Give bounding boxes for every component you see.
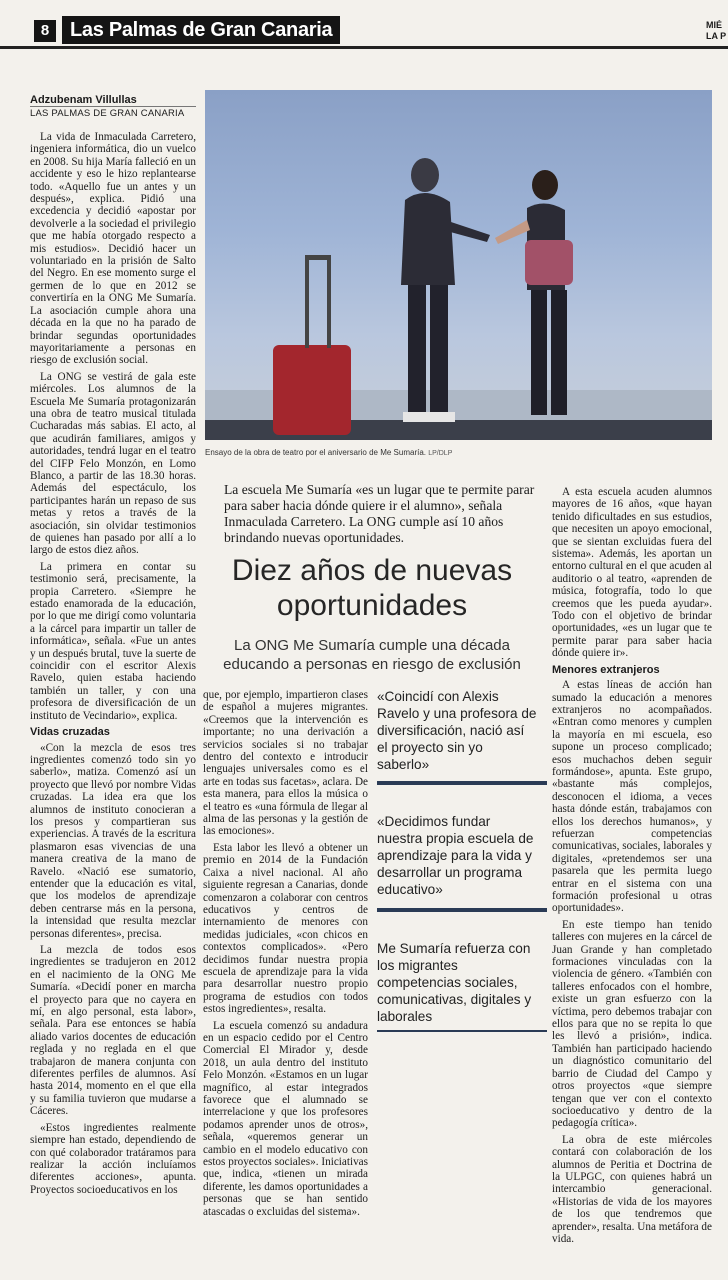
caption-text: Ensayo de la obra de teatro por el aniversario de Me Sumaría. [205, 448, 427, 457]
subheading-menores-extranjeros: Menores extranjeros [552, 663, 660, 676]
article-lead: La escuela Me Sumaría «es un lugar que te permite parar para saber hacia dónde quiere ir el alumno», señala Inmaculada Carretero. La ONG cumple así 10 años brindando nuevas oportunidades. [224, 482, 535, 545]
paragraph: La vida de Inmaculada Carretero, ingeniera informática, dio un vuelco en 2008. Su hija María falleció en un accidente y eso le hizo replantearse todo. «Aquello fue un antes y un después», explica. Pidió una excedencia y decidió «apostar por devolverle a la sociedad el privilegio que me había otorgado respecto a mis estudios». Decidió hacer un voluntariado en la prisión de Salto del Negro. En ese momento surge el germen de lo que en 2012 se convertiría en la ONG Me Sumaría. La asociación cumple ahora una década en la que no ha parado de brindar segundas oportunidades mayoritariamente a personas en riesgo de exclusión social. [30, 131, 196, 367]
paragraph: A estas líneas de acción han sumado la educación a menores extranjeros no acompañados. «Entran como menores y cumplen la mayoría en mi escuela, eso supone un proceso complicado; esos muchachos deben seguir formándose», apunta. Este grupo, «bastante más complejos, desconocen el idioma, a veces hasta dónde están, trabajamos con ellos los derechos humanos», y refuerzan competencias comunicativas, sociales, laborales y digitales, «pretendemos ser una pasarela que les permita luego entrar en el sistema con una formación profesional u otras oportunidades». [552, 679, 712, 915]
paragraph: «Con la mezcla de esos tres ingredientes comenzó todo sin yo saberlo», matiza. Comenzó así un proyecto que llevó por nombre Vidas cruzadas. La idea era que los alumnos de instituto conocieran a los presos y compartieran sus experiencias. A través de la escritura plasmaron esas vivencias de una manera creativa de la mano de Ravelo. «Nació ese sumatorio, entender que la educación es vital, que los modelos de aprendizaje deben centrarse más en la persona, la intensidad que resulta mezclar personas diferentes», precisa. [30, 741, 196, 940]
paragraph: La primera en contar su testimonio será, precisamente, la propia Carretero. «Siempre he estado enamorada de la educación, por lo que me dirigí como voluntaria a la cárcel para impartir un taller de informática», señala. «Fue un antes y un después brutal, tuve la suerte de coincidir con el escritor Alexis Ravelo, quien estaba haciendo también un taller, y con una profesora de diversificación de un instituto de Vecindario», explica. [30, 560, 196, 722]
pull-quote-2: «Decidimos fundar nuestra propia escuela de aprendizaje para la vida y desarrollar un programa educativo» [377, 814, 534, 897]
page-number: 8 [34, 20, 56, 42]
rehearsal-photo [205, 90, 712, 440]
subheadline: La ONG Me Sumaría cumple una década educando a personas en riesgo de exclusión [223, 637, 521, 673]
quote-divider-2 [377, 908, 547, 912]
headline: Diez años de nuevas oportunidades [231, 554, 513, 622]
paragraph: En este tiempo han tenido talleres con mujeres en la cárcel de Juan Grande y han completado formaciones vinculadas con la violencia de género. «También con talleres enfocados con el hombre, existe un gran esfuerzo con la víctima, pero debemos trabajar con ellos para que no se repita lo que les llevó a prisión», indica. También han participado haciendo un diagnóstico comunitario del barrio de Ciudad del Campo y otros proyectos «que siempre tengan que ver con el contexto socioeducativo y dentro de la pedagogía crítica». [552, 918, 712, 1130]
subheading-vidas-cruzadas: Vidas cruzadas [30, 726, 110, 739]
paragraph: La obra de este miércoles contará con colaboración de los alumnos de Peritia et Doctrina de la ULPGC, con quienes habrá un intercambio generacional. «Historias de vida de los mayores de los que tendremos que aprender», resalta. Una metáfora de vida. [552, 1133, 712, 1245]
paragraph: «Estos ingredientes realmente siempre han estado, dependiendo de con qué colaborador tratáramos para realizar la acción incluíamos diferentes acciones», apunta. Proyectos socioeducativos en los [30, 1121, 196, 1196]
pull-quote-3: Me Sumaría refuerza con los migrantes competencias sociales, comunicativas, digitales y laborales [377, 941, 532, 1024]
paragraph: que, por ejemplo, impartieron clases de español a mujeres migrantes. «Creemos que la intervención es importante; no una derivación a servicios sociales si no trabajar dentro del contexto e introducir lenguajes universales como es el arte en todas sus facetas», aclara. De esta manera, para ellos la música o el teatro es «una fórmula de llegar al alma de las personas y la gestión de las emociones». [203, 689, 368, 838]
paragraph: La ONG se vestirá de gala este miércoles. Los alumnos de la Escuela Me Sumaría protagonizarán una obra de teatro musical titulada Cucharadas más sabias. El acto, al que acudirán familiares, amigos y autoridades, tendrá lugar en el teatro del CIFP Felo Monzón, en Lomo Blanco, a partir de las 18.30 horas. Además del espectáculo, los participantes harán un repaso de sus metas y retos a través de la asociación, sin olvidar testimonios de quienes han pasado por allí a lo largo de estos diez años. [30, 370, 196, 557]
author-location: LAS PALMAS DE GRAN CANARIA [30, 108, 185, 119]
byline-divider [30, 106, 196, 107]
article-column-4 [552, 486, 712, 1249]
paragraph: Esta labor les llevó a obtener un premio en 2014 de la Fundación Caixa a nivel nacional. Al año siguiente regresan a Canarias, donde comenzaron a colaborar con centros educativos y centros de internamiento de menores con medidas judiciales, «con chicos en contextos complicados». «Pero decidimos fundar nuestra propia escuela de aprendizaje para la vida para desarrollar nuestro propio programa de estudios con todos estos ingredientes», resalta. [203, 841, 368, 1016]
photo-credit: LP/DLP [428, 450, 453, 457]
author-name: Adzubenam Villullas [30, 94, 137, 106]
photo-caption [205, 448, 452, 457]
paragraph: La mezcla de todos esos ingredientes se tradujeron en 2012 en el nacimiento de la ONG Me Sumaría. «Decidí poner en marcha el proyecto para que no cayera en mí, en algo personal, esta labor», señala. Para ese entonces se había aliado varios docentes de educación reglada y no reglada en el que trabajaron de manera conjunta con diferentes perfiles de alumnos. Así hasta 2014, momento en el que ella y su familia tuvieron que mudarse a Cáceres. [30, 944, 196, 1118]
header-date-cut: MIÉ LA P [706, 20, 727, 41]
article-column-1 [30, 131, 196, 1200]
quote-divider-1 [377, 781, 547, 785]
article-column-2 [203, 689, 368, 1222]
rehearsal-photo-illustration [205, 90, 712, 440]
pull-quote-1: «Coincidí con Alexis Ravelo y una profesora de diversificación, nació así el proyecto sin yo saberlo» [377, 689, 537, 772]
paragraph: A esta escuela acuden alumnos mayores de 16 años, «que hayan tenido dificultades en sus estudios, que necesiten un apoyo emocional, que se sientan excluidas fuera del sistema». Además, les aportan un entorno cultural en el que acuden al auditorio o al teatro, «aprenden de música, fotografía, todo lo que creemos que les pueda ayudar». Todo con el objetivo de brindar oportunidades, «es un lugar que te permite parar para saber hacia dónde quiere ir». [552, 486, 712, 660]
section-title: Las Palmas de Gran Canaria [62, 16, 340, 44]
paragraph: La escuela comenzó su andadura en un espacio cedido por el Centro Comercial El Mirador y, desde 2018, un aula dentro del instituto Felo Monzón. «Estamos en un lugar magnífico, al estar integrados favorece que el alumnado se interrelacione y que los profesores podamos aprender unos de otros», señala, «queremos generar un cambio en el modelo educativo con estos proyectos sociales». Iniciativas que, indica, «tienen un mirada diferente, les damos oportunidades a personas que se han sentido atascadas o excluidas del sistema». [203, 1019, 368, 1218]
quote-divider-3 [377, 1030, 547, 1032]
